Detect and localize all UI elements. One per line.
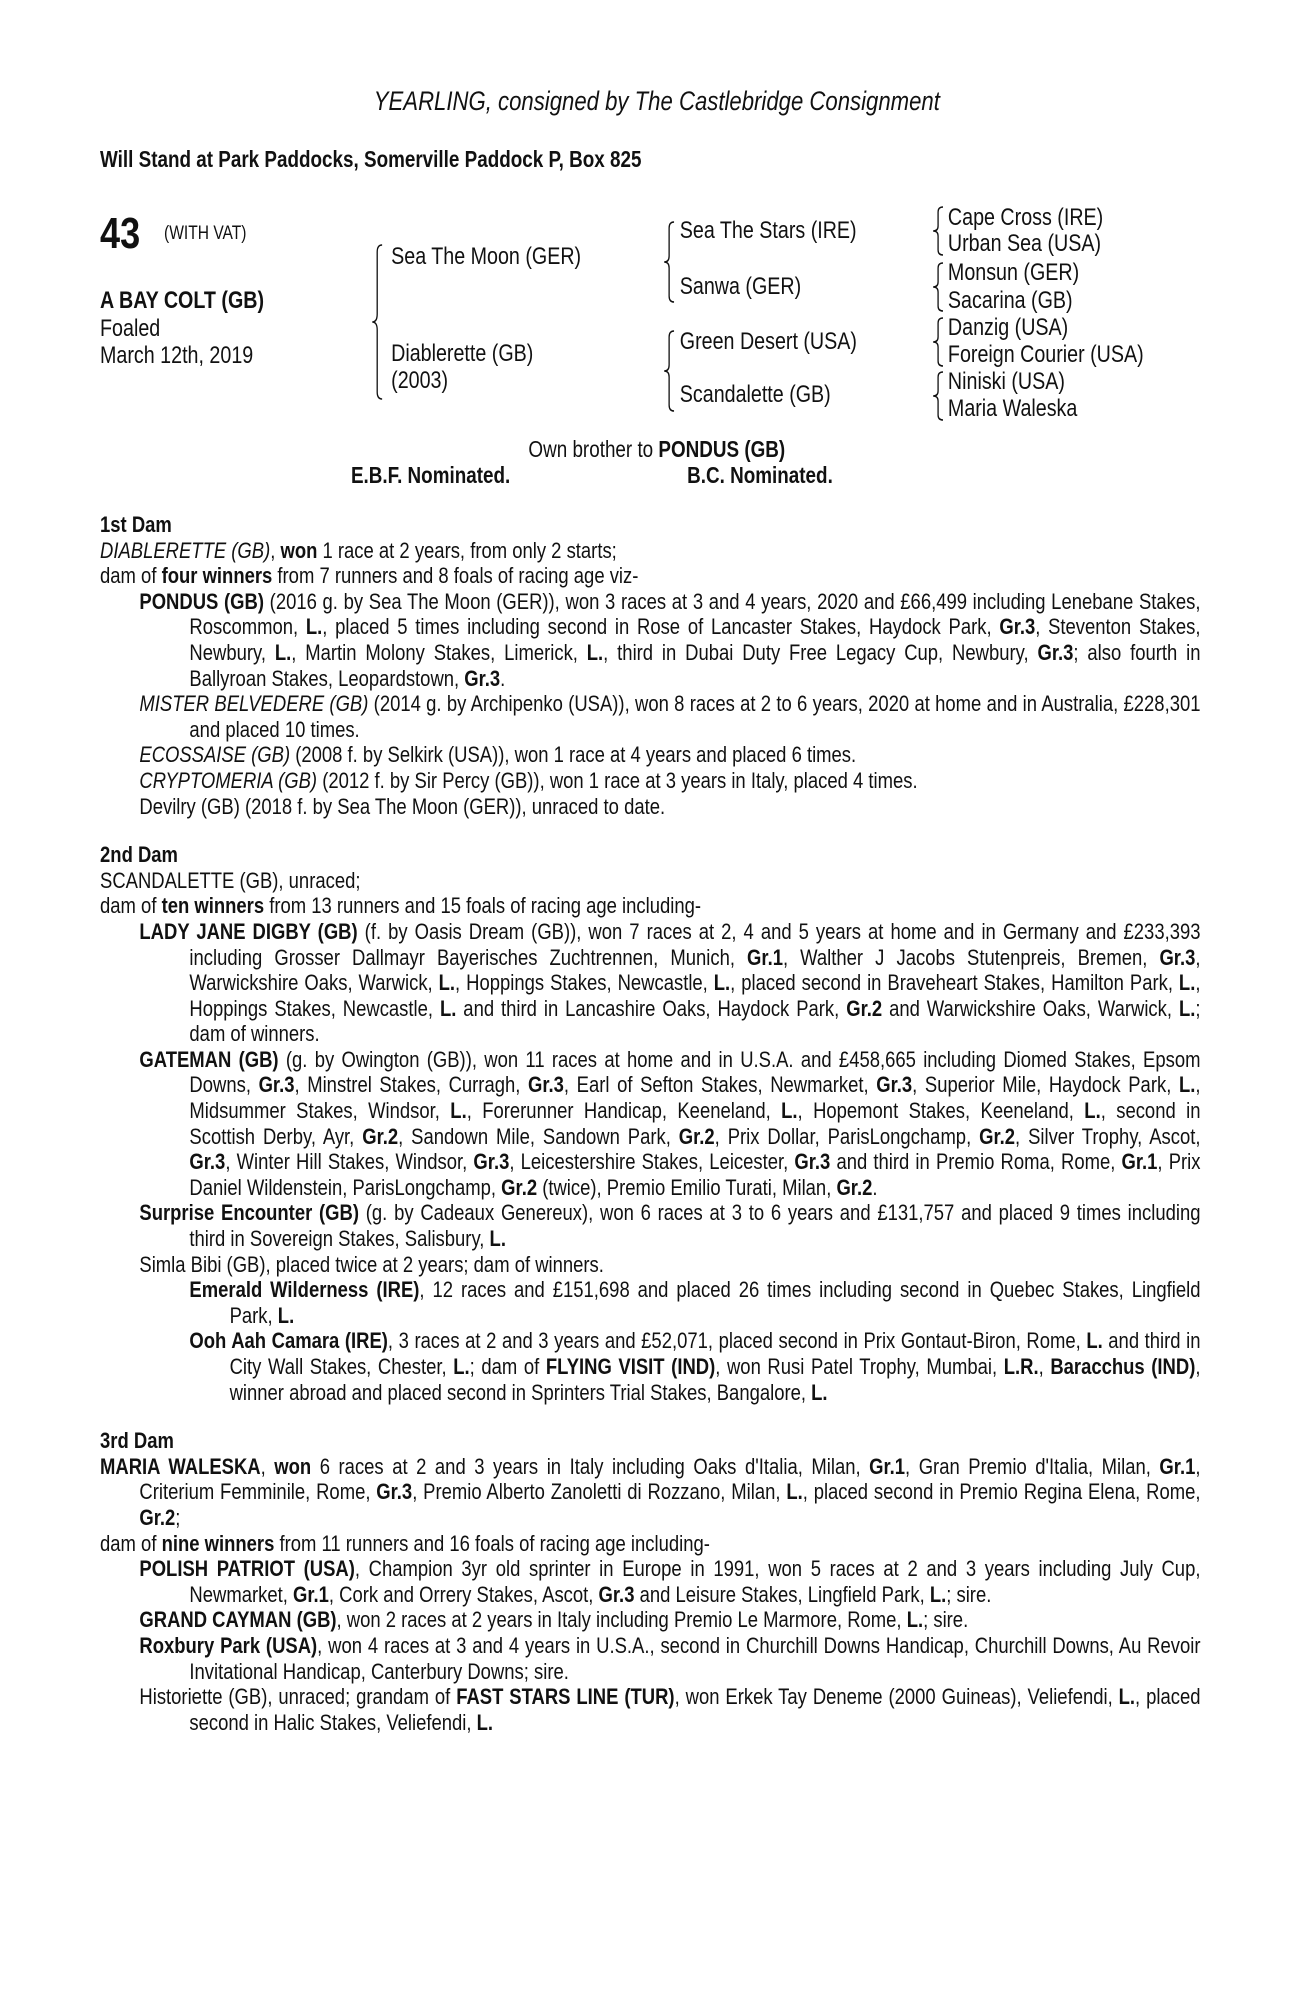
text: and third in City Wall Stakes, Chester,: [229, 1328, 1201, 1379]
text: , Forerunner Handicap, Keeneland,: [466, 1098, 782, 1124]
produce-entry: [100, 868, 1200, 894]
produce-entry: [100, 1556, 1200, 1607]
bold-text: L.: [906, 1607, 924, 1633]
text: , Gran Premio d'Italia, Milan,: [905, 1453, 1160, 1479]
text: ; dam of winners.: [189, 995, 1201, 1047]
bold-text: L.: [929, 1581, 947, 1607]
bold-text: Gr.3: [527, 1072, 564, 1098]
text: (g. by Owington (GB)), won 11 races at home and in U.S.A. and £458,665 including Diomed Stakes, Epsom Downs,: [189, 1046, 1201, 1098]
bold-text: LADY JANE DIGBY (GB): [139, 918, 358, 944]
dam-section: [100, 1428, 1200, 1735]
pedigree-gen3-1: Cape Cross (IRE): [947, 204, 1104, 231]
bold-text: L.: [713, 970, 731, 996]
text: , won 4 races at 3 and 4 years in U.S.A., second in Churchill Downs Handicap, Churchill Downs, Au Revoir Invitational Handicap, Canterbury Downs; sire.: [189, 1632, 1201, 1684]
own-brother-note: [0, 438, 1314, 461]
bold-text: L.: [274, 639, 292, 665]
text: (twice), Premio Emilio Turati, Milan,: [537, 1174, 837, 1200]
bold-text: L.: [1086, 1328, 1103, 1354]
produce-entry: [100, 589, 1200, 691]
own-brother-prefix: Own brother to: [528, 436, 659, 462]
text: , Hoppings Stakes, Newcastle,: [455, 970, 714, 996]
text: , 12 races and £151,698 and placed 26 times including second in Quebec Stakes, Lingfield Park,: [229, 1277, 1201, 1328]
pedigree-gen3-3: Monsun (GER): [947, 259, 1080, 286]
bold-text: GRAND CAYMAN (GB): [139, 1607, 337, 1633]
bold-text: GATEMAN (GB): [139, 1046, 279, 1072]
text: dam of: [100, 893, 162, 919]
bold-text: L.: [450, 1098, 467, 1124]
pedigree-dam: Diablerette (GB): [391, 340, 534, 367]
bold-text: Gr.3: [258, 1072, 295, 1098]
text: (2016 g. by Sea The Moon (GER)), won 3 races at 3 and 4 years, 2020 and £66,499 including Lenebane Stakes, Roscommon,: [189, 588, 1201, 640]
produce-entry: [100, 1328, 1200, 1405]
produce-entry: [100, 691, 1200, 742]
produce-entry: [100, 794, 1200, 820]
text: , Warwickshire Oaks, Warwick,: [189, 944, 1201, 996]
text: , winner abroad and placed second in Sprinters Trial Stakes, Bangalore,: [229, 1354, 1201, 1405]
bold-text: Gr.3: [376, 1479, 413, 1505]
dam-section: [100, 842, 1200, 1405]
text: from 11 runners and 16 foals of racing age including-: [274, 1530, 710, 1556]
bold-text: Gr.3: [794, 1149, 831, 1175]
produce-entry: [100, 768, 1200, 794]
text: , Earl of Sefton Stakes, Newmarket,: [563, 1072, 877, 1098]
pedigree-sire-dam: Sanwa (GER): [679, 273, 802, 300]
bold-text: Gr.2: [678, 1123, 715, 1149]
text: .: [872, 1174, 878, 1200]
ebf-nominated: E.B.F. Nominated.: [350, 462, 511, 488]
bold-text: L.: [1084, 1098, 1101, 1124]
text: , third in Dubai Duty Free Legacy Cup, Newbury,: [603, 639, 1038, 665]
lot-number: 43: [100, 209, 141, 258]
text: , Champion 3yr old sprinter in Europe in 1991, won 5 races at 2 and 3 years including July Cup, Newmarket,: [189, 1556, 1201, 1607]
text: , Minstrel Stakes, Curragh,: [294, 1072, 528, 1098]
bold-text: Roxbury Park (USA): [139, 1632, 318, 1658]
bold-text: Gr.1: [1159, 1453, 1196, 1479]
text: from 7 runners and 8 foals of racing age viz-: [272, 563, 639, 589]
produce-entry: [100, 1531, 1200, 1557]
text: and third in Lancashire Oaks, Haydock Park,: [456, 995, 847, 1021]
pedigree-gen3-6: Foreign Courier (USA): [947, 341, 1144, 368]
section-heading: 1st Dam: [100, 512, 172, 537]
bold-text: Gr.3: [473, 1149, 510, 1175]
text: from 13 runners and 15 foals of racing age including-: [264, 893, 702, 919]
text: , Martin Molony Stakes, Limerick,: [291, 639, 587, 665]
bold-text: Gr.2: [836, 1174, 873, 1200]
dam-section: [100, 512, 1200, 819]
text: and Leisure Stakes, Lingfield Park,: [634, 1581, 930, 1607]
pedigree-gen3-7: Niniski (USA): [947, 368, 1065, 395]
text: , Winter Hill Stakes, Windsor,: [225, 1149, 474, 1175]
text: , Cork and Orrery Stakes, Ascot,: [328, 1581, 599, 1607]
text: , placed second in Braveheart Stakes, Hamilton Park,: [730, 970, 1179, 996]
text: ,: [1038, 1354, 1051, 1379]
bold-text: won: [280, 537, 318, 563]
pedigree-gen3-2: Urban Sea (USA): [947, 230, 1102, 257]
pedigree-sire-sire: Sea The Stars (IRE): [679, 217, 857, 244]
bold-text: MARIA WALESKA: [100, 1453, 261, 1479]
text: ; also fourth in Ballyroan Stakes, Leopardstown,: [189, 639, 1201, 691]
text: dam of: [100, 1530, 162, 1556]
bold-text: Gr.3: [1037, 639, 1074, 665]
text: .: [500, 665, 506, 691]
bold-text: FAST STARS LINE (TUR): [456, 1684, 675, 1710]
bold-text: Gr.3: [598, 1581, 635, 1607]
text: , Prix Dollar, ParisLongchamp,: [714, 1123, 980, 1149]
pedigree-brace-dam-parents: [663, 330, 679, 412]
bold-text: L.: [786, 1479, 803, 1505]
produce-entry: [100, 1047, 1200, 1201]
bold-text: Gr.2: [139, 1504, 176, 1530]
bold-text: Gr.1: [292, 1581, 329, 1607]
bold-text: Gr.3: [464, 665, 501, 691]
bold-text: L.: [1118, 1684, 1136, 1710]
bold-text: L.R.: [1003, 1354, 1039, 1379]
produce-entry: [100, 1277, 1200, 1328]
bold-text: L.: [438, 970, 456, 996]
page-title: YEARLING, consigned by The Castlebridge Consignment: [373, 86, 940, 116]
text: (g. by Cadeaux Genereux), won 6 races at 3 to 6 years and £131,757 and placed 9 times including third in Sovereign Stakes, Salisbury,: [189, 1200, 1201, 1252]
text: ; sire.: [923, 1607, 969, 1633]
bold-text: nine winners: [161, 1530, 275, 1556]
produce-entry: [100, 1200, 1200, 1251]
text: ,: [270, 537, 281, 563]
pedigree-brace-sire-dam: [371, 244, 387, 400]
text: (2008 f. by Selkirk (USA)), won 1 race at 4 years and placed 6 times.: [290, 742, 857, 768]
bold-text: Emerald Wilderness (IRE): [189, 1277, 420, 1303]
text: , Steventon Stakes, Newbury,: [189, 614, 1201, 665]
text: Simla Bibi (GB), placed twice at 2 years; dam of winners.: [139, 1251, 604, 1277]
pedigree-brace-sire-parents: [663, 221, 679, 303]
produce-entry: [100, 1607, 1200, 1633]
bold-text: four winners: [161, 563, 273, 589]
bold-text: L.: [489, 1226, 506, 1252]
text: , Prix Daniel Wildenstein, ParisLongchamp,: [189, 1149, 1201, 1200]
text: (2014 g. by Archipenko (USA)), won 8 races at 2 to 6 years, 2020 at home and in Australia, £228,301 and placed 10 times.: [189, 691, 1201, 742]
bold-text: FLYING VISIT (IND): [545, 1354, 716, 1379]
pedigree-brace-sd: [932, 262, 948, 312]
text: , second in Scottish Derby, Ayr,: [189, 1098, 1201, 1149]
produce-entry: [100, 1633, 1200, 1684]
italic-text: DIABLERETTE (GB): [100, 537, 271, 563]
text: , Midsummer Stakes, Windsor,: [189, 1072, 1201, 1124]
bold-text: Gr.2: [362, 1123, 399, 1149]
pedigree-brace-dd: [932, 371, 948, 421]
bold-text: L.: [439, 995, 457, 1021]
text: Devilry (GB) (2018 f. by Sea The Moon (GER)), unraced to date.: [139, 793, 666, 819]
lot-name: A BAY COLT (GB): [100, 287, 265, 314]
text: (f. by Oasis Dream (GB)), won 7 races at 2, 4 and 5 years at home and in Germany and £233,393 including Grosser Dallmayr Bayerisches Zuchtrennen, Munich,: [189, 918, 1201, 970]
text: , placed 5 times including second in Rose of Lancaster Stakes, Haydock Park,: [322, 614, 1000, 640]
text: , Hoppings Stakes, Newcastle,: [189, 970, 1201, 1021]
bold-text: L.: [781, 1098, 798, 1124]
pedigree-dam-year: (2003): [391, 367, 449, 394]
bold-text: L.: [305, 614, 323, 640]
text: , Hopemont Stakes, Keeneland,: [797, 1098, 1085, 1124]
bold-text: L.: [453, 1354, 470, 1379]
text: , Sandown Mile, Sandown Park,: [398, 1123, 679, 1149]
text: and third in Premio Roma, Rome,: [830, 1149, 1122, 1175]
italic-text: ECOSSAISE (GB): [139, 742, 291, 768]
stand-location: Will Stand at Park Paddocks, Somerville Paddock P, Box 825: [100, 146, 642, 172]
produce-entry: [100, 1252, 1200, 1278]
text: 1 race at 2 years, from only 2 starts;: [317, 537, 617, 563]
foaled-label: Foaled: [100, 315, 161, 342]
text: , Walther J Jacobs Stutenpreis, Bremen,: [782, 944, 1160, 970]
section-heading: 3rd Dam: [100, 1428, 174, 1454]
own-brother-name: PONDUS (GB): [658, 436, 786, 462]
text: ;: [175, 1504, 181, 1530]
produce-record: [100, 512, 1200, 1735]
pedigree-brace-ss: [932, 206, 948, 256]
text: , won Rusi Patel Trophy, Mumbai,: [715, 1354, 1004, 1379]
italic-text: MISTER BELVEDERE (GB): [139, 691, 369, 717]
bold-text: Ooh Aah Camara (IRE): [189, 1328, 388, 1354]
produce-entry: [100, 893, 1200, 919]
produce-entry: [100, 1684, 1200, 1735]
bold-text: L.: [277, 1302, 295, 1328]
bold-text: Gr.2: [979, 1123, 1016, 1149]
text: ,: [260, 1453, 275, 1479]
bold-text: Baracchus (IND): [1050, 1354, 1196, 1379]
text: , won 2 races at 2 years in Italy including Premio Le Marmore, Rome,: [336, 1607, 907, 1633]
text: (2012 f. by Sir Percy (GB)), won 1 race at 3 years in Italy, placed 4 times.: [317, 767, 918, 793]
bold-text: POLISH PATRIOT (USA): [139, 1556, 355, 1582]
bold-text: L.: [476, 1709, 493, 1735]
bold-text: won: [274, 1453, 312, 1479]
section-heading: 2nd Dam: [100, 842, 178, 868]
text: , Premio Alberto Zanoletti di Rozzano, Milan,: [412, 1479, 787, 1505]
text: , Leicestershire Stakes, Leicester,: [509, 1149, 795, 1175]
text: and Warwickshire Oaks, Warwick,: [882, 995, 1179, 1021]
bold-text: L.: [1178, 970, 1196, 996]
bold-text: Gr.3: [189, 1149, 226, 1175]
bold-text: Gr.1: [1121, 1149, 1158, 1175]
bold-text: L.: [811, 1379, 828, 1405]
vat-label: (WITH VAT): [164, 223, 247, 244]
produce-entry: [100, 919, 1200, 1047]
bold-text: Surprise Encounter (GB): [139, 1200, 359, 1226]
bold-text: Gr.3: [876, 1072, 913, 1098]
pedigree-gen3-4: Sacarina (GB): [947, 287, 1073, 314]
produce-entry: [100, 563, 1200, 589]
bold-text: Gr.2: [501, 1174, 538, 1200]
text: , Criterium Femminile, Rome,: [139, 1453, 1201, 1505]
text: Historiette (GB), unraced; grandam of: [139, 1684, 457, 1710]
bold-text: L.: [1178, 1072, 1196, 1098]
pedigree-dam-dam: Scandalette (GB): [679, 381, 831, 408]
bold-text: PONDUS (GB): [139, 588, 264, 614]
produce-entry: [100, 742, 1200, 768]
bold-text: L.: [586, 639, 604, 665]
text: , Silver Trophy, Ascot,: [1015, 1123, 1201, 1149]
pedigree-gen3-5: Danzig (USA): [947, 314, 1069, 341]
text: ; dam of: [469, 1354, 546, 1379]
text: 6 races at 2 and 3 years in Italy including Oaks d'Italia, Milan,: [311, 1453, 870, 1479]
italic-text: CRYPTOMERIA (GB): [139, 767, 318, 793]
text: , placed second in Premio Regina Elena, Rome,: [802, 1479, 1201, 1505]
bold-text: L.: [1178, 995, 1196, 1021]
produce-entry: [100, 1454, 1200, 1531]
pedigree-brace-ds: [932, 317, 948, 367]
pedigree-dam-sire: Green Desert (USA): [679, 328, 857, 355]
text: dam of: [100, 563, 162, 589]
text: , won Erkek Tay Deneme (2000 Guineas), Veliefendi,: [674, 1684, 1119, 1710]
produce-entry: [100, 538, 1200, 564]
text: ; sire.: [946, 1581, 992, 1607]
bold-text: Gr.1: [747, 944, 783, 970]
text: , placed second in Halic Stakes, Veliefendi,: [189, 1684, 1201, 1735]
bold-text: Gr.1: [869, 1453, 906, 1479]
text: , Superior Mile, Haydock Park,: [912, 1072, 1179, 1098]
pedigree-sire: Sea The Moon (GER): [391, 243, 582, 270]
bold-text: Gr.3: [999, 614, 1036, 640]
bc-nominated: B.C. Nominated.: [687, 462, 833, 488]
foaled-date: March 12th, 2019: [100, 342, 254, 369]
pedigree-gen3-8: Maria Waleska: [947, 395, 1078, 422]
bold-text: ten winners: [161, 893, 265, 919]
text: SCANDALETTE (GB), unraced;: [100, 867, 361, 893]
text: , 3 races at 2 and 3 years and £52,071, placed second in Prix Gontaut-Biron, Rome,: [387, 1328, 1087, 1354]
bold-text: Gr.3: [1159, 944, 1196, 970]
bold-text: Gr.2: [846, 995, 883, 1021]
